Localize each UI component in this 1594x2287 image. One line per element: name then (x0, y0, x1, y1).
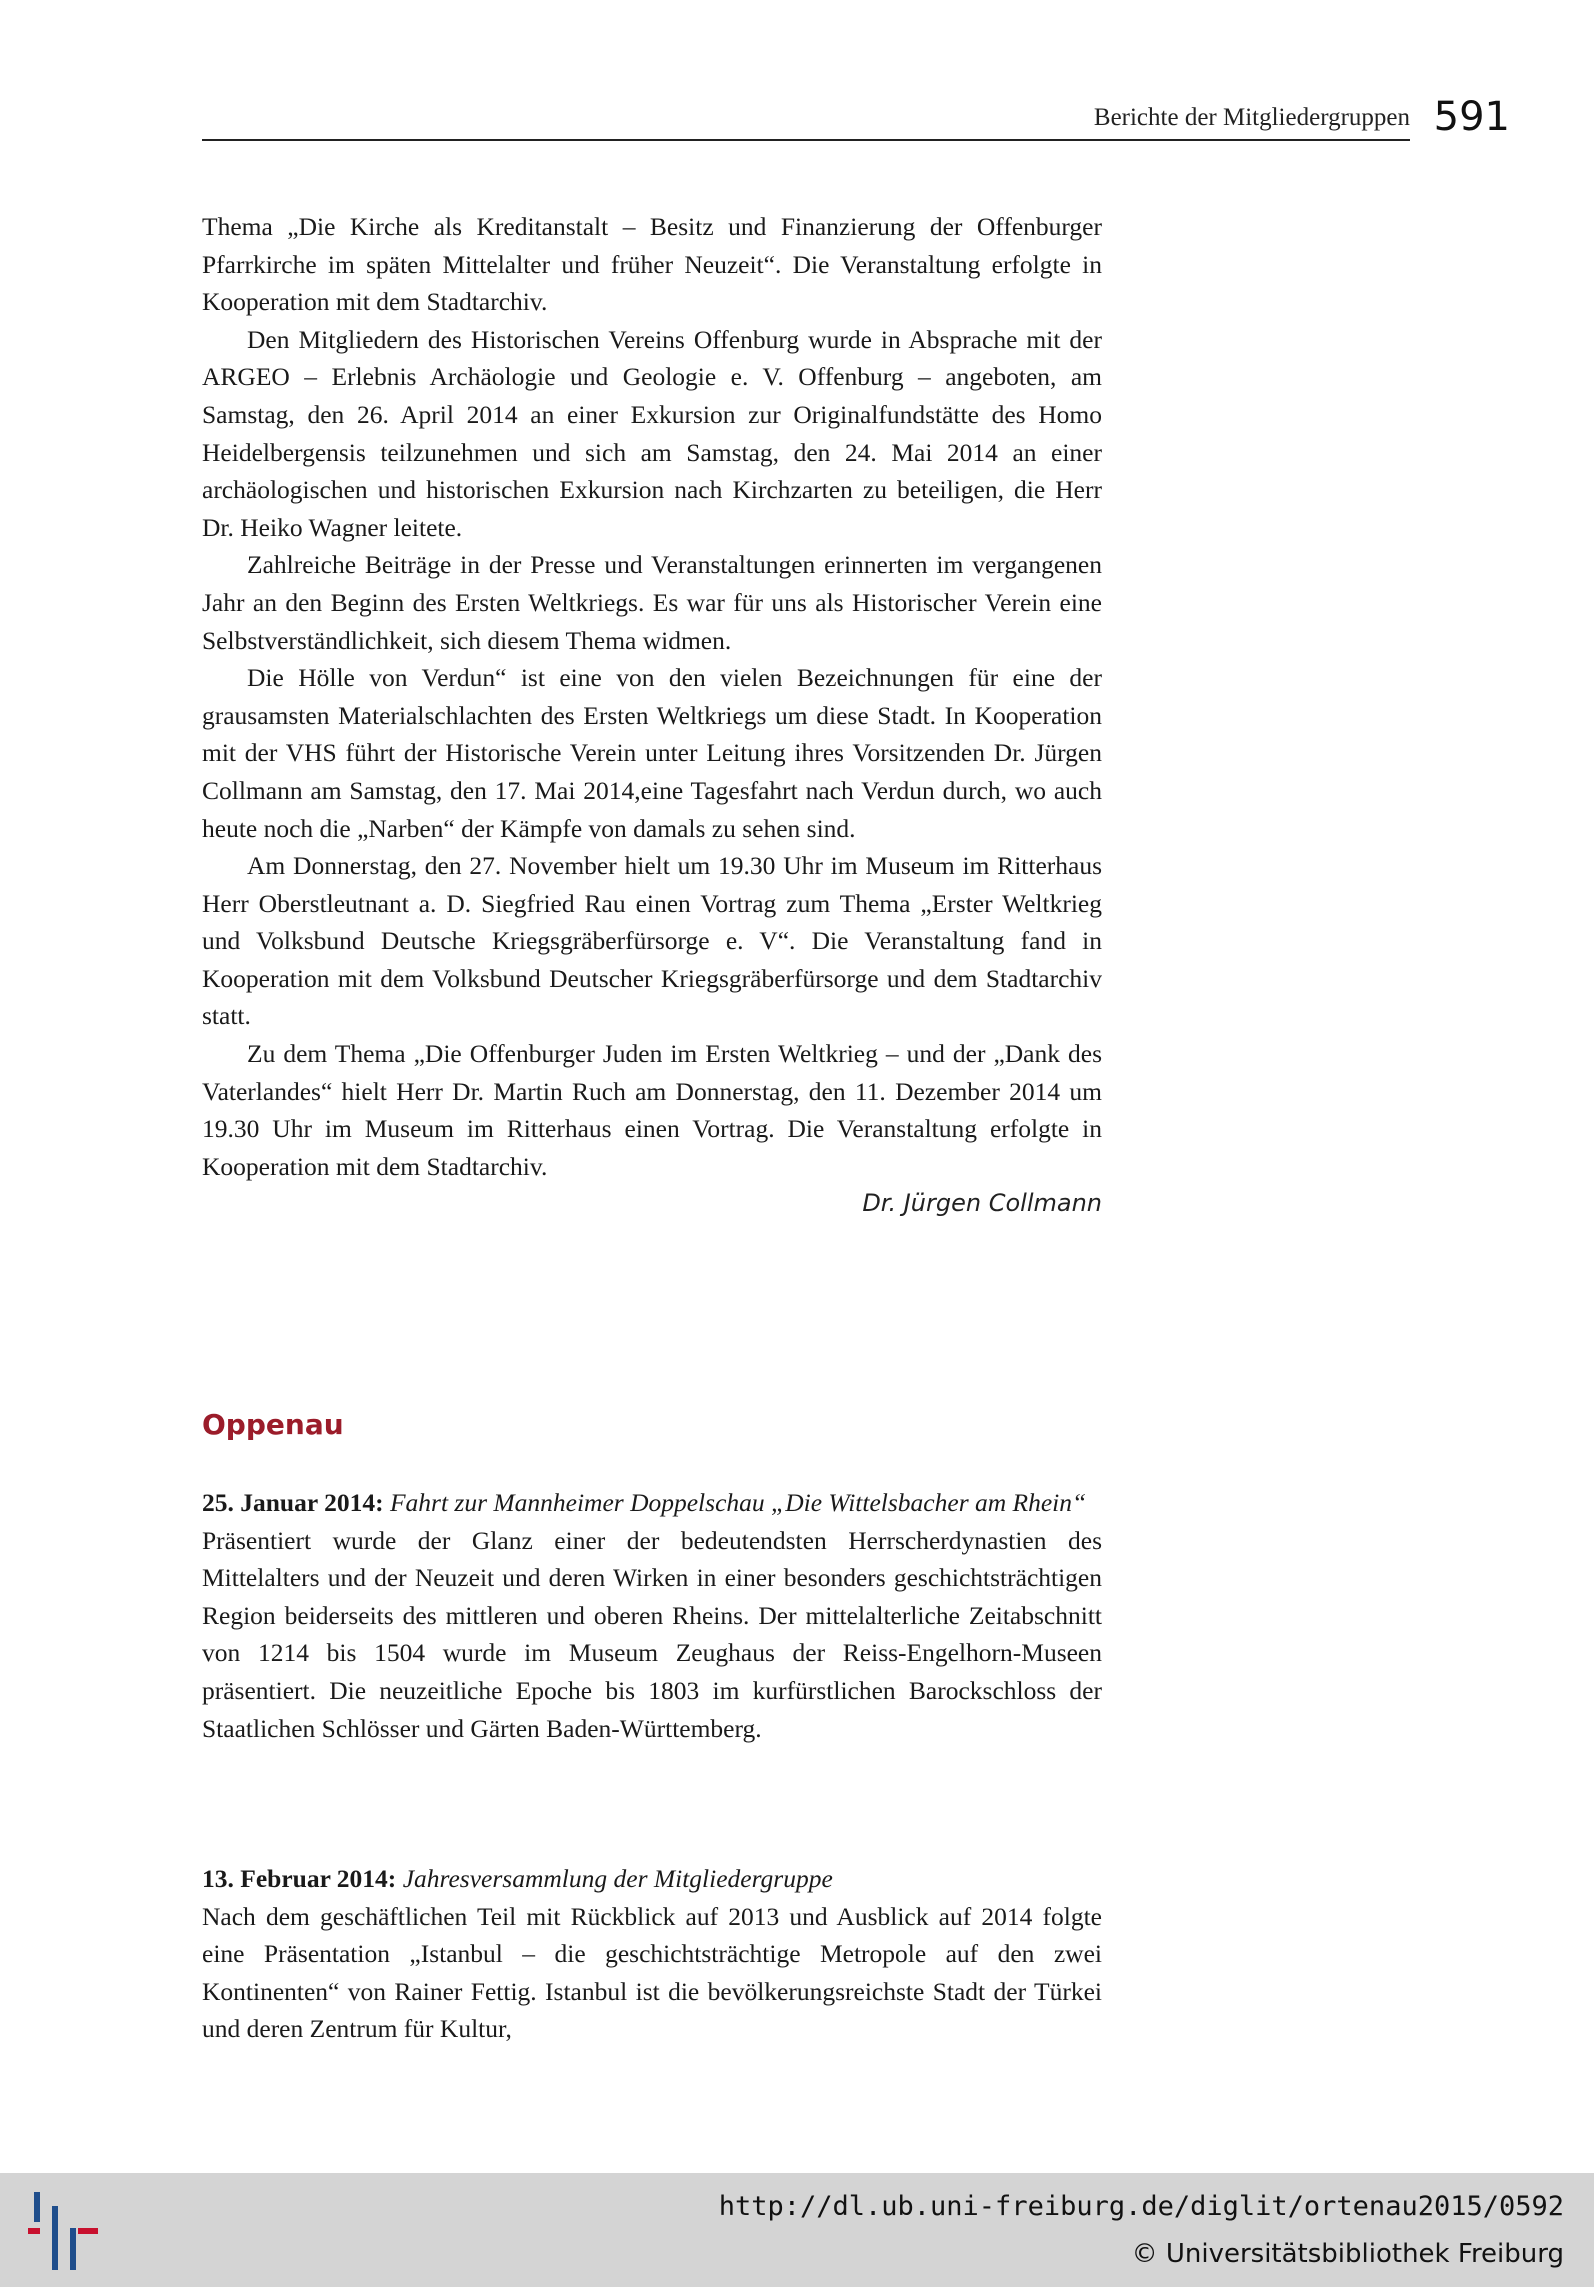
footer-bar (0, 2173, 1594, 2287)
ub-freiburg-logo-icon (28, 2192, 104, 2270)
paragraph-3: Zahlreiche Beiträge in der Presse und Veranstaltungen erinnerten im vergangenen Jahr an den Beginn des Ersten Weltkriegs. Es war für uns als Historischer Verein eine Selbstverständlichkeit, sich diesem Thema widmen. (202, 550, 1102, 655)
running-head-section-title: Berichte der Mitgliedergruppen (1093, 104, 1410, 131)
report-body (202, 208, 1102, 1223)
author-signature: Dr. Jürgen Collmann (862, 1189, 1102, 1218)
paragraph-4: Die Hölle von Verdun“ ist eine von den vielen Bezeichnungen für eine der grausamsten Materialschlachten des Ersten Weltkriegs um diese Stadt. In Kooperation mit der VHS führt der Historische Verein unter Leitung ihres Vorsitzenden Dr. Jürgen Collmann am Samstag, den 17. Mai 2014,eine Tagesfahrt nach Verdun durch, wo auch heute noch die „Narben“ der Kämpfe von damals zu sehen sind. (202, 663, 1102, 843)
paragraph-6: Zu dem Thema „Die Offenburger Juden im Ersten Weltkrieg – und der „Dank des Vaterlandes“ hielt Herr Dr. Martin Ruch am Donnerstag, den 11. Dezember 2014 um 19.30 Uhr im Museum im Ritterhaus einen Vortrag. Die Veranstaltung erfolgte in Kooperation mit dem Stadtarchiv. (202, 1039, 1102, 1181)
footer-url-link[interactable]: http://dl.ub.uni-freiburg.de/diglit/ortenau2015/0592 (718, 2191, 1564, 2222)
oppenau-entry-2 (202, 1860, 1102, 2048)
entry-2-title-line (202, 1860, 1102, 1898)
header-rule (202, 139, 1410, 141)
entry-1-title-line (202, 1484, 1102, 1522)
entry-1-date: 25. Januar 2014: (202, 1488, 384, 1517)
entry-2-date: 13. Februar 2014: (202, 1864, 397, 1893)
running-header (202, 94, 1510, 144)
entry-2-text: Nach dem geschäftlichen Teil mit Rückblick auf 2013 und Ausblick auf 2014 folgte eine Präsentation „Istanbul – die geschichtsträchtige Metropole auf den zwei Kontinenten“ von Rainer Fettig. Istanbul ist die bevölkerungsreichste Stadt der Türkei und deren Zentrum für Kultur, (202, 1901, 1102, 2044)
paragraph-1: Thema „Die Kirche als Kreditanstalt – Besitz und Finanzierung der Offenburger Pfarrkirche im späten Mittelalter und früher Neuzeit“. Die Veranstaltung erfolgte in Kooperation mit dem Stadtarchiv. (202, 212, 1102, 317)
page-number: 591 (1433, 94, 1510, 140)
section-heading-oppenau: Oppenau (202, 1408, 344, 1441)
paragraph-2: Den Mitgliedern des Historischen Vereins Offenburg wurde in Absprache mit der ARGEO – Erlebnis Archäologie und Geologie e. V. Offenburg – angeboten, am Samstag, den 26. April 2014 an einer Exkursion zur Originalfundstätte des Homo Heidelbergensis teilzunehmen und sich am Samstag, den 24. Mai 2014 an einer archäologischen und historischen Exkursion nach Kirchzarten zu beteiligen, die Herr Dr. Heiko Wagner leitete. (202, 324, 1102, 542)
entry-1-title: Fahrt zur Mannheimer Doppelschau „Die Wittelsbacher am Rhein“ (389, 1488, 1087, 1517)
entry-1-text: Präsentiert wurde der Glanz einer der bedeutendsten Herrscherdynastien des Mittelalters und der Neuzeit und deren Wirken in einer besonders geschichtsträchtigen Region beiderseits des mittleren und oberen Rheins. Der mittelalterliche Zeitabschnitt von 1214 bis 1504 wurde im Museum Zeughaus der Reiss-Engelhorn-Museen präsentiert. Die neuzeitliche Epoche bis 1803 im kurfürstlichen Barockschloss der Staatlichen Schlösser und Gärten Baden-Württemberg. (202, 1525, 1102, 1743)
paragraph-5: Am Donnerstag, den 27. November hielt um 19.30 Uhr im Museum im Ritterhaus Herr Oberstleutnant a. D. Siegfried Rau einen Vortrag zum Thema „Erster Weltkrieg und Volksbund Deutsche Kriegsgräberfürsorge e. V“. Die Veranstaltung fand in Kooperation mit dem Volksbund Deutscher Kriegsgräberfürsorge und dem Stadtarchiv statt. (202, 851, 1102, 1031)
footer-copyright: © Universitätsbibliothek Freiburg (1131, 2239, 1564, 2269)
entry-2-title: Jahresversammlung der Mitgliedergruppe (402, 1864, 833, 1893)
oppenau-entry-1 (202, 1484, 1102, 1747)
